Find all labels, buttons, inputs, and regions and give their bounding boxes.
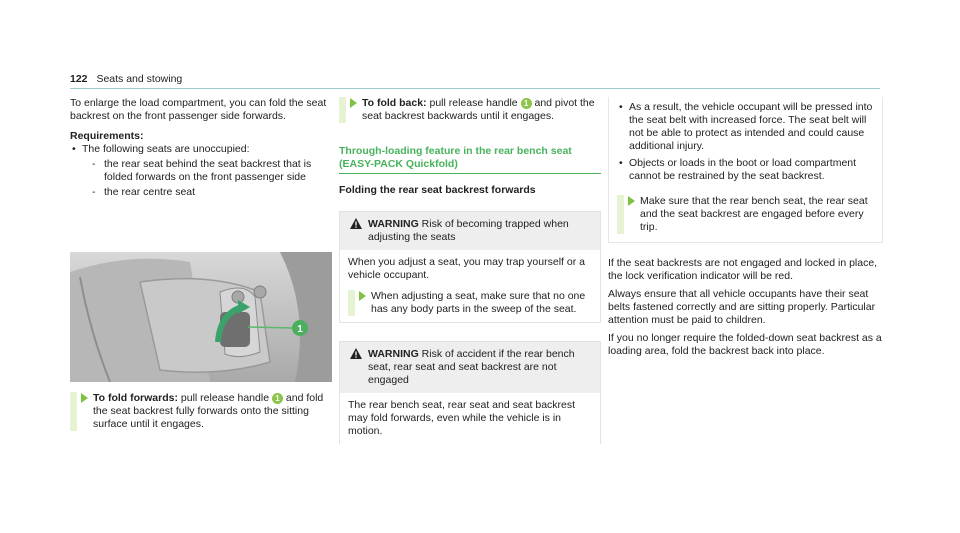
consequence-item: • As a result, the vehicle occupant will be pressed into the seat belt with increased force. The seat belt will not be able to protect as intended and could cause additional injury. bbox=[617, 101, 874, 153]
seat-illustration-drawing bbox=[70, 252, 332, 382]
warning-body bbox=[340, 250, 600, 322]
fold-forwards-step bbox=[70, 392, 332, 431]
step-arrow-icon bbox=[628, 196, 635, 206]
warning-box bbox=[339, 341, 601, 444]
warning-step bbox=[348, 290, 592, 316]
callout-1: 1 bbox=[297, 324, 303, 335]
page-header bbox=[70, 73, 182, 86]
column-3 bbox=[608, 97, 883, 358]
seat-illustration bbox=[70, 252, 332, 382]
warning-header bbox=[340, 342, 600, 393]
step-arrow-icon bbox=[359, 291, 366, 301]
engage-step bbox=[617, 195, 874, 234]
requirement-text: The following seats are unoccupied: bbox=[82, 143, 250, 155]
warning-title: Risk of accident if the rear bench seat, rear seat and seat backrest are not engaged bbox=[368, 348, 575, 386]
requirement-item bbox=[70, 143, 332, 199]
warning-body bbox=[340, 393, 600, 444]
header-rule bbox=[70, 88, 880, 89]
paragraph: Always ensure that all vehicle occupants have their seat belts fastened correctly and are sitting properly. Particular attention must be paid to children. bbox=[608, 288, 876, 326]
intro-paragraph: To enlarge the load compartment, you can fold the seat backrest on the front passenger side forwards. bbox=[70, 97, 327, 122]
step-arrow-icon bbox=[350, 98, 357, 108]
page-number: 122 bbox=[70, 73, 88, 85]
consequence-list bbox=[617, 101, 874, 183]
paragraph: If the seat backrests are not engaged and locked in place, the lock verification indicator will be red. bbox=[608, 257, 878, 282]
release-handle-badge: 1 bbox=[272, 393, 283, 404]
warning-box bbox=[339, 211, 601, 323]
subheading: Folding the rear seat backrest forwards bbox=[339, 184, 536, 196]
step-title: To fold back: bbox=[362, 97, 427, 109]
warning-title: Risk of becoming trapped when adjusting the seats bbox=[368, 218, 569, 243]
step-arrow-icon bbox=[81, 393, 88, 403]
section-rule bbox=[339, 173, 601, 174]
warning-triangle-icon bbox=[350, 348, 362, 363]
paragraph: If you no longer require the folded-down seat backrest as a loading area, fold the backrest back into place. bbox=[608, 332, 882, 357]
sub-item: - the rear seat behind the seat backrest that is folded forwards on the front passenger side bbox=[92, 158, 332, 184]
section-title: Through-loading feature in the rear bench seat (EASY-PACK Quickfold) bbox=[339, 145, 572, 170]
step-text: When adjusting a seat, make sure that no one has any body parts in the sweep of the seat. bbox=[371, 290, 586, 315]
warning-header bbox=[340, 212, 600, 250]
warning-label: WARNING bbox=[368, 218, 419, 230]
fold-back-step bbox=[339, 97, 601, 123]
warning-text: The rear bench seat, rear seat and seat backrest may fold forwards, even while the vehicle is in motion. bbox=[348, 399, 576, 437]
warning-continuation bbox=[608, 97, 883, 243]
column-2 bbox=[339, 97, 601, 444]
sub-item: - the rear centre seat bbox=[92, 186, 332, 199]
warning-label: WARNING bbox=[368, 348, 419, 360]
release-handle-badge: 1 bbox=[521, 98, 532, 109]
consequence-item: • Objects or loads in the boot or load compartment cannot be restrained by the seat backrest. bbox=[617, 157, 874, 183]
section-heading bbox=[339, 145, 601, 174]
step-text: pull release handle bbox=[180, 392, 270, 404]
step-title: To fold forwards: bbox=[93, 392, 178, 404]
step-text: Make sure that the rear bench seat, the rear seat and the seat backrest are engaged before every trip. bbox=[640, 195, 868, 233]
step-container bbox=[70, 392, 332, 431]
column-1 bbox=[70, 97, 332, 199]
step-text: and fold the seat backrest fully forwards onto the sitting surface until it engages. bbox=[93, 392, 324, 430]
requirement-sublist bbox=[70, 158, 332, 199]
requirements-list bbox=[70, 143, 332, 199]
section-title: Seats and stowing bbox=[96, 73, 183, 85]
requirements-title: Requirements: bbox=[70, 130, 144, 142]
step-text: and pivot the seat backrest backwards until it engages. bbox=[362, 97, 595, 122]
step-text: pull release handle bbox=[429, 97, 518, 109]
warning-text: When you adjust a seat, you may trap yourself or a vehicle occupant. bbox=[348, 256, 585, 281]
warning-triangle-icon bbox=[350, 218, 362, 233]
